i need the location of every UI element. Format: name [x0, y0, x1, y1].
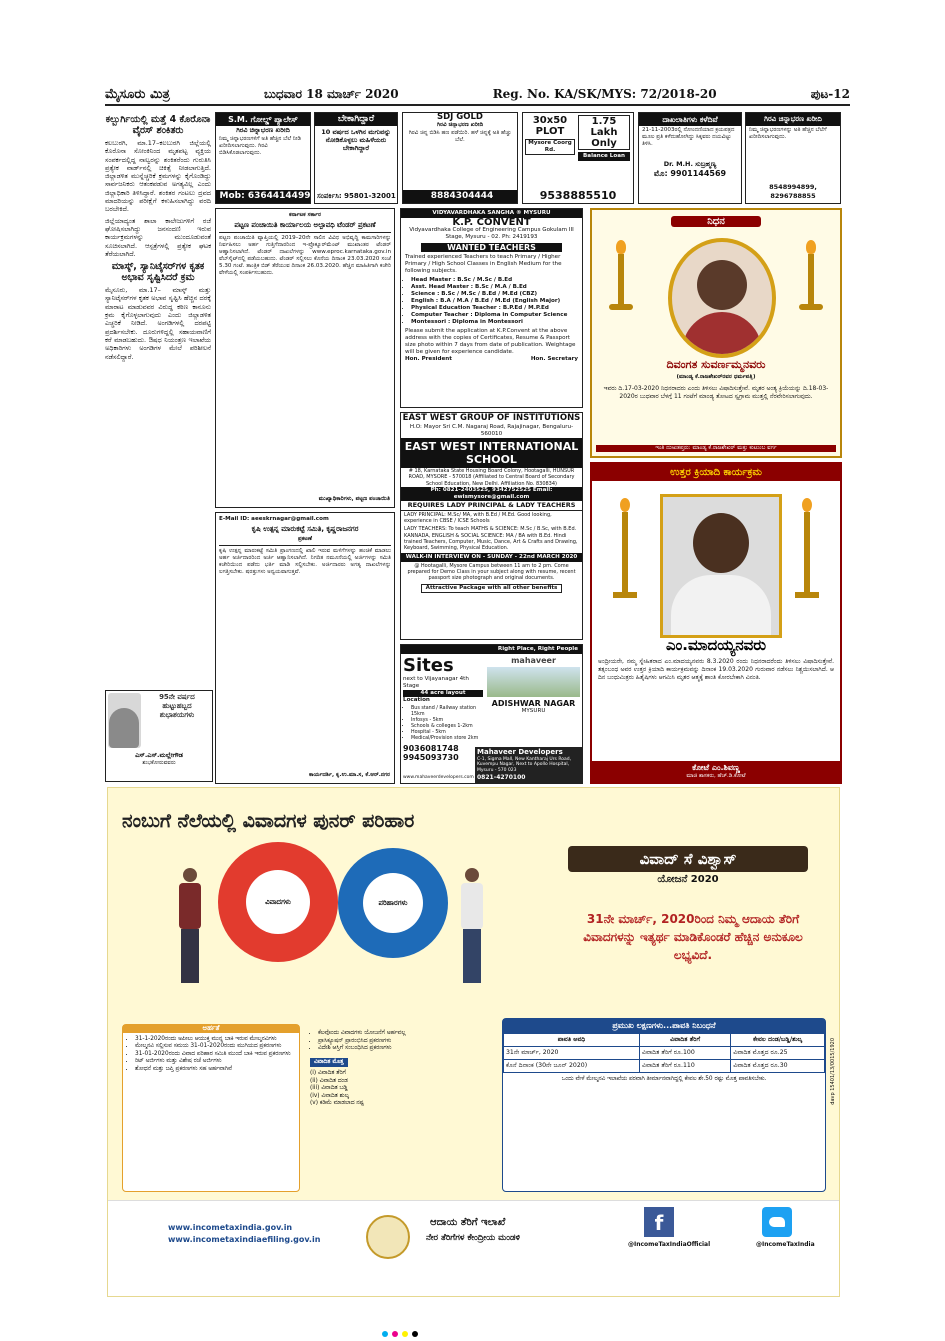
- sites-feature-item: • Schools & colleges 1-2km: [411, 724, 483, 730]
- article-masks: ಮೈಸೂರು, ಮಾ.17– ಮಾಸ್ಕ್ ಮತ್ತು ಸ್ಯಾನಿಟೈಸರ್‌ಗಳ ಕೃತಕ ಅಭಾವ ಸೃಷ್ಟಿಸಿ ಹೆಚ್ಚಿನ ದರಕ್ಕೆ ಮಾರಾಟ ಮಾಡುವವರ ವಿರುದ್ಧ ಕಠಿಣ ಕಾನೂನು ಕ್ರಮ ಕೈಗೊಳ್ಳಲಾಗುವುದು ಎಂದು ಜಿಲ್ಲಾಡಳಿತ ಎಚ್ಚರಿಕೆ ನೀಡಿದೆ. ಅಂಗಡಿಗಳಲ್ಲಿ ದರಪಟ್ಟಿ ಪ್ರದರ್ಶಿಸಬೇಕು. ದೂರುಗಳಿದ್ದಲ್ಲಿ ಸಹಾಯವಾಣಿಗೆ ಕರೆ ಮಾಡಬಹುದು. ಔಷಧ ನಿಯಂತ್ರಣ ಇಲಾಖೆಯ ಅಧಿಕಾರಿಗಳು ಅಂಗಡಿಗಳ ಮೇಲೆ ಪರಿಶೀಲನೆ ನಡೆಸಲಿದ್ದಾರೆ.: [105, 286, 211, 361]
- sites-feature-item: • Bus stand / Railway station 15km: [411, 706, 483, 718]
- ad-plot-price: 1.75 Lakh Only: [578, 115, 630, 150]
- tender2-email: E-Mail ID: aeeskrnagar@gmail.com: [219, 516, 329, 522]
- ad-lost-name: Dr. M.H. ಸುಬ್ರಹ್ಮಣ್ಯ: [663, 160, 717, 168]
- convent-president: Hon. President: [405, 356, 452, 362]
- ad-wanted-title: ಬೇಕಾಗಿದ್ದಾರೆ: [315, 113, 397, 126]
- headline-corona: ಕಲ್ಬುರ್ಗಿಯಲ್ಲಿ ಮತ್ತೆ 4 ಕೊರೊನಾ ವೈರಸ್ ಶಂಕಿತರು: [105, 114, 211, 136]
- table-cell: ವಿವಾದಿತ ಮೊತ್ತದ ರೂ.30: [731, 1060, 825, 1073]
- department-name: ಆದಾಯ ತೆರಿಗೆ ಇಲಾಖೆ: [430, 1217, 506, 1228]
- ew-walkin: WALK-IN INTERVIEW ON - SUNDAY - 22nd MARCH 2020: [401, 553, 582, 562]
- ad-sm-gold-body: ನಿಮ್ಮ ಚಿನ್ನಾಭರಣಗಳಿಗೆ ಅತಿ ಹೆಚ್ಚಿನ ಬೆಲೆ ನೀಡಿ ಖರೀದಿಸಲಾಗುವುದು. ಗಿರವಿ ಬಿಡಿಸಿಕೊಡಲಾಗುವುದು.: [219, 136, 302, 156]
- table-cell: ವಿವಾದಿತ ಮೊತ್ತದ ರೂ.25: [731, 1047, 825, 1060]
- gear-icon: [218, 842, 338, 962]
- table-cell: ಕೇವಲ ದಂಡ/ಬಡ್ಡಿ/ಶುಲ್ಕ: [731, 1034, 825, 1047]
- ad-gold-buy-phone: 8548994899, 8296788855: [769, 183, 817, 200]
- features-box: [502, 1018, 826, 1192]
- eligibility-item: • 31-1-2020ರಂದು ಅಪೀಲು ಆಯುಕ್ತ ಮುನ್ನ ಬಾಕಿ ಇರುವ ಮೇಲ್ಮನವಿಗಳು: [135, 1036, 295, 1044]
- ew-requirement: REQUIRES LADY PRINCIPAL & LADY TEACHERS: [401, 501, 582, 511]
- ad-sm-gold-title: S.M. ಗೋಲ್ಡ್ ಪ್ಯಾಲೇಸ್: [216, 113, 310, 126]
- birthday-ad: [105, 690, 213, 782]
- ew-group: EAST WEST GROUP OF INSTITUTIONS: [402, 413, 581, 423]
- payment-table: [503, 1033, 825, 1073]
- ew-head-office: H.O: Mayor Sri C.M. Nagaraj Road, Rajajinagar, Bengaluru-560010: [409, 424, 574, 437]
- convent-name: K.P. CONVENT: [452, 217, 531, 228]
- uttara-signatory: ಕೋಟೆ ಎಂ.ಶಿವಣ್ಣ: [692, 763, 740, 772]
- sites-dev-phone: 0821-4270100: [477, 774, 526, 781]
- sites-feature-item: • Medical/Provision store 2km: [411, 736, 483, 742]
- disputed-box: [306, 1024, 496, 1192]
- lamp-icon: [606, 240, 636, 320]
- registration-number: Reg. No. KA/SK/MYS: 72/2018-20: [492, 87, 717, 101]
- obituary-photo: [668, 238, 776, 358]
- sites-landscape-image: [487, 667, 580, 697]
- sites-title: Sites: [403, 655, 454, 676]
- convent-subject-item: • Head Master : B.Sc / M.Sc / B.Ed: [411, 277, 582, 284]
- ew-lady-principal: LADY PRINCIPAL: M.Sc/ MA, with B.Ed / M.Ed. Good looking, experience in CBSE / ICSE Schools: [404, 511, 552, 525]
- eligibility-list: [127, 1036, 295, 1074]
- eligibility-item: • 31-01-2020ರಂದು ವಿವಾದ ಪರಿಹಾರ ಸಮಿತಿ ಮುಂದೆ ಬಾಕಿ ಇರುವ ಪ್ರಕರಣಗಳು: [135, 1051, 295, 1059]
- davp-code: davp 15401/13/0015/1920: [830, 1038, 836, 1105]
- ad-gold-buy-body: ನಿಮ್ಮ ಚಿನ್ನಾಭರಣಗಳನ್ನು ಅತಿ ಹೆಚ್ಚಿನ ಬೆಲೆಗೆ ಖರೀದಿಸಲಾಗುವುದು.: [749, 127, 827, 140]
- gear-icon: [338, 848, 448, 958]
- page-number: ಪುಟ-12: [810, 86, 850, 101]
- sites-layout: 44 acre layout: [403, 690, 483, 697]
- tender1-signature: ಮುಖ್ಯಾಧಿಕಾರಿಗಳು, ಪಟ್ಟಣ ಪಂಚಾಯಿತಿ: [318, 496, 390, 502]
- convent-subject-item: • Physical Education Teacher : B.P.Ed / M.P.Ed: [411, 305, 582, 312]
- convent-intro: Trained experienced Teachers to teach Primary / Higher Primary / High School Classes in English Medium for the following subjects.: [405, 254, 562, 274]
- ad-lost-docs: [638, 112, 742, 204]
- ad-sm-gold: [215, 112, 311, 204]
- emblem-icon: [366, 1215, 410, 1259]
- table-row: [504, 1034, 825, 1047]
- color-registration-marks: [380, 1322, 420, 1341]
- disputed-item: (iv) ವಿವಾದಿತ ಶುಲ್ಕ: [310, 1092, 349, 1099]
- ad-sdj-phone: 8884304444: [403, 190, 518, 203]
- disputed-item: (ii) ವಿವಾದಿತ ದಂಡ: [310, 1077, 348, 1084]
- man-pushing-left: [176, 868, 204, 988]
- facebook-icon[interactable]: f: [644, 1207, 674, 1237]
- uttara-photo: [660, 494, 782, 638]
- sites-tagline: Right Place, Right People: [401, 645, 582, 654]
- obituary-relation: (ಮಾಂಡ್ಯ ಕೆ.ರಾಜಶೇಖರ್‌ರವರ ಧರ್ಮಪತ್ನಿ): [676, 374, 756, 380]
- facebook-handle[interactable]: @IncomeTaxIndiaOfficial: [628, 1241, 711, 1248]
- sites-feature-item: • Infosys - 5km: [411, 718, 483, 724]
- tender1-body: ಪಟ್ಟಣ ಪಂಚಾಯಿತಿ ವ್ಯಾಪ್ತಿಯಲ್ಲಿ 2019–20ನೇ ಸಾಲಿನ ವಿವಿಧ ಅಭಿವೃದ್ಧಿ ಕಾಮಗಾರಿಗಳನ್ನು ನಿರ್ವಹಿಸಲು ಅರ್ಹ ಗುತ್ತಿಗೆದಾರರಿಂದ ಇ-ಪ್ರೊಕ್ಯೂರ್‌ಮೆಂಟ್ ಮುಖಾಂತರ ಟೆಂಡರ್ ಆಹ್ವಾನಿಸಲಾಗಿದೆ. ಟೆಂಡರ್ ದಾಖಲೆಗಳನ್ನು www.eproc.karnataka.gov.in ವೆಬ್‌ಸೈಟ್‌ನಲ್ಲಿ ಪಡೆಯಬಹುದು. ಟೆಂಡರ್ ಸಲ್ಲಿಸಲು ಕೊನೆಯ ದಿನಾಂಕ 23.03.2020 ಸಂಜೆ 5.30 ಗಂಟೆ. ತಾಂತ್ರಿಕ ಬಿಡ್ ತೆರೆಯುವ ದಿನಾಂಕ 26.03.2020. ಹೆಚ್ಚಿನ ಮಾಹಿತಿಗಾಗಿ ಕಚೇರಿ ವೇಳೆಯಲ್ಲಿ ಸಂಪರ್ಕಿಸಬಹುದು.: [219, 235, 391, 276]
- eligibility-box: [122, 1024, 300, 1192]
- eligibility-head: ಅರ್ಹತೆ: [123, 1025, 299, 1033]
- table-cell: ಪಾವತಿ ಅವಧಿ: [504, 1034, 640, 1047]
- birthday-wish: 95ನೇ ವರ್ಷದ ಹುಟ್ಟುಹಬ್ಬದ ಶುಭಾಶಯಗಳು: [159, 693, 195, 719]
- news-column: [105, 112, 211, 364]
- uttara-kriya-ad: [590, 462, 842, 784]
- ineligible-item: • ವಿದೇಶಿ ಆಸ್ತಿಗೆ ಸಂಬಂಧಿಸಿದ ಪ್ರಕರಣಗಳು: [318, 1045, 492, 1053]
- disputed-item: (i) ವಿವಾದಿತ ತೆರಿಗೆ: [310, 1070, 346, 1076]
- ad-plot-size: 30x50 PLOT: [532, 115, 568, 137]
- tender-notice-2: [215, 512, 395, 784]
- man-pushing-right: [458, 868, 486, 988]
- twitter-handle[interactable]: @IncomeTaxIndia: [756, 1241, 815, 1248]
- ew-phone: Ph: 0821-2403525, 9342752525 Email: ewismysore@gmail.com: [401, 487, 582, 501]
- lamp-icon: [610, 498, 640, 608]
- ad-plot: [522, 112, 634, 204]
- birthday-sub: ಶುಭಕೋರುವವರು: [142, 760, 176, 766]
- table-row: [504, 1060, 825, 1073]
- article-corona-p2: ಜಿಲ್ಲೆಯಾದ್ಯಂತ ಶಾಲಾ ಕಾಲೇಜುಗಳಿಗೆ ರಜೆ ಘೋಷಿಸಲಾಗಿದ್ದು ಜನಸಂದಣಿ ಇರುವ ಕಾರ್ಯಕ್ರಮಗಳನ್ನು ಮುಂದೂಡುವಂತೆ ಸೂಚಿಸಲಾಗಿದೆ. ಆಸ್ಪತ್ರೆಗಳಲ್ಲಿ ಪ್ರತ್ಯೇಕ ಘಟಕ ತೆರೆಯಲಾಗಿದೆ.: [105, 216, 211, 258]
- sites-project: ADISHWAR NAGAR: [491, 699, 576, 708]
- ew-walkin-details: @ Hootagalli, Mysore Campus between 11 am to 2 pm. Come prepared for Demo Class in your subject along with resume, recent passport size photograph and original documents.: [407, 562, 576, 582]
- sites-phone-1: 9036081748: [403, 744, 459, 753]
- ad-plot-phone: 9538885510: [539, 189, 617, 202]
- obituary-ad: [590, 208, 842, 458]
- sites-sub: next to Vijayanagar 4th Stage: [403, 676, 469, 689]
- ad-sdj-body: ಗಿರವಿ ಚಿನ್ನ ಬಿಡಿಸಿ ಹಣ ಪಡೆಯಿರಿ. ಹಳೆ ಚಿನ್ನಕ್ಕೆ ಅತಿ ಹೆಚ್ಚು ಬೆಲೆ.: [408, 130, 512, 143]
- eligibility-item: • ಶೋಧನೆ ಮತ್ತು ಜಪ್ತಿ ಪ್ರಕರಣಗಳು ಸಹ ಅರ್ಹವಾಗಿವೆ: [135, 1066, 295, 1074]
- ew-lady-teachers: LADY TEACHERS: To teach MATHS & SCIENCE: M.Sc / B.Sc, with B.Ed. KANNADA, ENGLISH & SOCIAL SCIENCE: MA / BA with B.Ed. Hindi trained Teachers, Computer, Music, Dance, Art & Crafts and Drawing, Keyboard, Swimming, Physical Education.: [404, 526, 578, 552]
- income-tax-banner: [107, 787, 840, 1297]
- tender1-title: ಪಟ್ಟಣ ಪಂಚಾಯಿತಿ ಕಾರ್ಯಾಲಯ ಅಲ್ಪಾವಧಿ ಟೆಂಡರ್ ಪ್ರಕಟಣೆ: [234, 221, 376, 229]
- kp-convent-ad: [400, 208, 583, 408]
- ad-sdj-sub: ಗಿರವಿ ಚಿನ್ನಾಭರಣ ಖರೀದಿ: [436, 122, 484, 128]
- sites-dev-address: C-1, Sigma Mall, New Kantharaj Urs Road, Kuvempu Nagar, Next to Apollo Hospital, Mysuru - 570 023: [477, 756, 572, 773]
- uttara-signatory-title: ಮಾಜಿ ಶಾಸಕರು, ಹೆಚ್.ಡಿ.ಕೋಟೆ: [686, 773, 746, 779]
- features-note: ಒಂದು ವೇಳೆ ಮೇಲ್ಮನವಿ ಇಲಾಖೆಯ ಪರವಾಗಿ ತೀರ್ಮಾನವಾಗಿದ್ದಲ್ಲಿ ಕೇವಲ ಶೇ.50 ರಷ್ಟು ಮೊತ್ತ ಪಾವತಿಸಬೇಕು.: [561, 1076, 767, 1082]
- sites-phone-2: 9945093730: [403, 753, 459, 762]
- ineligible-list: [310, 1030, 492, 1053]
- disputed-list: [310, 1070, 492, 1108]
- eligibility-item: • ರಿಟ್ ಅರ್ಜಿಗಳು ಮತ್ತು ವಿಶೇಷ ರಜೆ ಅರ್ಜಿಗಳು: [135, 1058, 295, 1066]
- table-cell: 31ನೇ ಮಾರ್ಚ್, 2020: [504, 1047, 640, 1060]
- ad-plot-loan: Balance Loan: [578, 152, 630, 161]
- ew-school-name: EAST WEST INTERNATIONAL SCHOOL: [401, 438, 582, 468]
- ineligible-item: • ಕೆಲವೊಂದು ವಿವಾದಗಳು ಯೋಜನೆಗೆ ಅರ್ಹವಲ್ಲ: [318, 1030, 492, 1038]
- ad-gold-buy-title: ಗಿರವಿ ಚಿನ್ನಾಭರಣ ಖರೀದಿ: [746, 113, 840, 126]
- table-cell: ವಿವಾದಿತ ತೆರಿಗೆ ರೂ.110: [640, 1060, 731, 1073]
- banner-title: ನಂಬುಗೆ ನೆಲೆಯಲ್ಲಿ ವಿವಾದಗಳ ಪುನರ್ ಪರಿಹಾರ: [122, 810, 415, 832]
- obituary-name: ದಿವಂಗತ ಸುವರ್ಣಮ್ಮನವರು: [666, 358, 766, 371]
- lamp-icon: [792, 498, 822, 608]
- tender-notice-1: [215, 208, 395, 508]
- ad-sdj-gold: [402, 112, 518, 204]
- convent-wanted-head: WANTED TEACHERS: [421, 243, 562, 252]
- convent-subject-item: • Science : B.Sc / M.Sc / B.Ed / M.Ed (CBZ): [411, 291, 582, 298]
- sites-city: MYSURU: [521, 708, 546, 714]
- paper-logo: ಮೈಸೂರು ಮಿತ್ರ: [105, 86, 170, 102]
- ad-sm-gold-mobile: Mob: 6364414499: [216, 190, 311, 203]
- article-corona-p1: ಕಲಬುರಗಿ, ಮಾ.17–ಕಲಬುರಗಿ ಜಿಲ್ಲೆಯಲ್ಲಿ ಕೊರೊನಾ ಸೋಂಕಿನಿಂದ ಮೃತಪಟ್ಟ ವ್ಯಕ್ತಿಯ ಸಂಪರ್ಕದಲ್ಲಿದ್ದ ನಾಲ್ವರನ್ನು ಶಂಕಿತರೆಂದು ಗುರುತಿಸಿ ಪ್ರತ್ಯೇಕ ವಾರ್ಡ್‌ನಲ್ಲಿ ಚಿಕಿತ್ಸೆ ನೀಡಲಾಗುತ್ತಿದೆ. ಜಿಲ್ಲಾಡಳಿತ ಮುನ್ನೆಚ್ಚರಿಕೆ ಕ್ರಮಗಳನ್ನು ಕೈಗೊಂಡಿದ್ದು ಸಾರ್ವಜನಿಕರು ಆತಂಕಪಡುವ ಅಗತ್ಯವಿಲ್ಲ ಎಂದು ಜಿಲ್ಲಾಧಿಕಾರಿ ತಿಳಿಸಿದ್ದಾರೆ. ಶಂಕಿತರ ಗಂಟಲು ದ್ರವದ ಮಾದರಿಯನ್ನು ಪರೀಕ್ಷೆಗೆ ಕಳುಹಿಸಲಾಗಿದ್ದು ವರದಿ ಬರಬೇಕಿದೆ.: [105, 139, 211, 214]
- uttara-body: ಅಂದ್ರೀಯರೇ, ನಮ್ಮ ಸ್ನೇಹಿತರಾದ ಎಂ.ಮಾದಯ್ಯನವರು 8.3.2020 ರಂದು ನಿಧನರಾದರೆಂದು ತಿಳಿಸಲು ವಿಷಾದಿಸುತ್ತೇವೆ. ತತ್ಸಂಬಂಧ ಅವರ ಉತ್ತರ ಕ್ರಿಯಾದಿ ಕಾರ್ಯಕ್ರಮವನ್ನು ದಿನಾಂಕ 19.03.2020 ಗುರುವಾರ ನಡೆಸಲು ನಿಶ್ಚಯಿಸಲಾಗಿದೆ. ಆ ದಿನ ಬಂಧುಮಿತ್ರರು ಹಿತೈಷಿಗಳು ಆಗಮಿಸಿ ಮೃತರ ಆತ್ಮಕ್ಕೆ ಶಾಂತಿ ಕೋರಬೇಕಾಗಿ ವಿನಂತಿ.: [598, 658, 834, 681]
- banner-message: 31ನೇ ಮಾರ್ಚ್, 2020ರಿಂದ ನಿಮ್ಮ ಆದಾಯ ತೆರಿಗೆ ವಿವಾದಗಳನ್ನು ಇತ್ಯರ್ಥ ಮಾಡಿಕೊಂಡರೆ ಹೆಚ್ಚಿನ ಅನುಕೂಲ ಲಭ್ಯವಿದೆ.: [583, 912, 803, 962]
- ad-sm-gold-sub: ಗಿರವಿ ಚಿನ್ನಾಭರಣ ಖರೀದಿ: [236, 126, 290, 134]
- website-link-1[interactable]: www.incometaxindia.gov.in: [168, 1223, 293, 1232]
- uttara-title: ಉತ್ತರ ಕ್ರಿಯಾದಿ ಕಾರ್ಯಕ್ರಮ: [592, 464, 840, 481]
- table-row: [504, 1047, 825, 1060]
- convent-sangha: VIDYAVARDHAKA SANGHA ® MYSURU: [401, 209, 582, 218]
- sites-website[interactable]: www.mahaveerdevelopers.com: [403, 775, 474, 780]
- portrait-photo: [108, 693, 141, 748]
- ad-wanted-phone: ಸಂಪರ್ಕಿಸಿ: 95801-32001: [317, 192, 396, 200]
- uttara-name: ಎಂ.ಮಾದಯ್ಯನವರು: [665, 636, 767, 654]
- gear-label-disputes: ವಿವಾದಗಳು: [246, 870, 310, 934]
- ad-sdj-title: SDJ GOLD: [437, 112, 483, 122]
- convent-subject-item: • Asst. Head Master : B.Sc / M.A / B.Ed: [411, 284, 582, 291]
- tender2-subtitle: ಪ್ರಕಟಣೆ: [297, 536, 313, 542]
- sites-ad: [400, 644, 583, 784]
- ad-gold-buy: [745, 112, 841, 204]
- gear-label-solutions: ಪರಿಹಾರಗಳು: [363, 873, 423, 933]
- obituary-title: ನಿಧನ: [671, 216, 761, 227]
- eligibility-item: • ಮೇಲ್ಮನವಿ ಸಲ್ಲಿಸುವ ಸಮಯ 31-01-2020ರಂದು ಮುಗಿಯದ ಪ್ರಕರಣಗಳು: [135, 1043, 295, 1051]
- disputed-item: (v) ಕಡಿಮೆ ಮಾಡಲಾದ ನಷ್ಟ: [310, 1100, 364, 1106]
- table-cell: ಕೊನೆ ದಿನಾಂಕ (30ನೇ ಜೂನ್ 2020): [504, 1060, 640, 1073]
- sites-developer: Mahaveer Developers: [477, 747, 563, 756]
- board-name: ನೇರ ತೆರಿಗೆಗಳ ಕೇಂದ್ರೀಯ ಮಂಡಳಿ: [426, 1233, 521, 1243]
- convent-subject-item: • English : B.A / M.A / B.Ed / M.Ed (English Major): [411, 298, 582, 305]
- issue-date: ಬುಧವಾರ 18 ಮಾರ್ಚ್ 2020: [263, 86, 399, 101]
- tender1-head: ಕರ್ನಾಟಕ ಸರ್ಕಾರ: [289, 212, 321, 218]
- sites-feature-item: • Hospital - 5km: [411, 730, 483, 736]
- disputed-item: (iii) ವಿವಾದಿತ ಬಡ್ಡಿ: [310, 1085, 348, 1091]
- website-link-2[interactable]: www.incometaxindiaefiling.gov.in: [168, 1235, 321, 1244]
- tender2-body: ಕೃಷಿ ಉತ್ಪನ್ನ ಮಾರುಕಟ್ಟೆ ಸಮಿತಿ ಪ್ರಾಂಗಣದಲ್ಲಿ ಖಾಲಿ ಇರುವ ಮಳಿಗೆಗಳನ್ನು ಹಂಚಿಕೆ ಮಾಡಲು ಅರ್ಹ ಅರ್ಜಿದಾರರಿಂದ ಅರ್ಜಿ ಆಹ್ವಾನಿಸಲಾಗಿದೆ. ನಿಗದಿತ ನಮೂನೆಯಲ್ಲಿ ಅರ್ಜಿಗಳನ್ನು ಸಮಿತಿ ಕಚೇರಿಯಿಂದ ಪಡೆದು ಭರ್ತಿ ಮಾಡಿ ಸಲ್ಲಿಸಬೇಕು. ಅರ್ಜಿದಾರರು ಅಗತ್ಯ ದಾಖಲೆಗಳನ್ನು ಲಗತ್ತಿಸಬೇಕು. ಷರತ್ತುಗಳು ಅನ್ವಯವಾಗುತ್ತವೆ.: [219, 548, 391, 575]
- convent-subject-item: • Montessori : Diploma in Montessori: [411, 319, 582, 326]
- sites-builder-logo: mahaveer: [511, 656, 556, 665]
- disputed-head: ವಿವಾದಿತ ಮೊತ್ತ: [310, 1058, 348, 1068]
- ineligible-item: • ಪ್ರಾಸಿಕ್ಯೂಷನ್ ಪ್ರಾರಂಭಿಸಿದ ಪ್ರಕರಣಗಳು: [318, 1038, 492, 1046]
- ew-address: # 18, Karnataka State Housing Board Colony, Hootagalli, HUNSUR ROAD, MYSORE - 570018 (Affiliated to Central Board of Secondary School Education, New Delhi. Affiliation No. 830834): [408, 468, 575, 487]
- convent-subject-list: [401, 277, 582, 326]
- convent-secretary: Hon. Secretary: [530, 356, 578, 362]
- twitter-icon[interactable]: [762, 1207, 792, 1237]
- ad-wanted: [314, 112, 398, 204]
- headline-masks: ಮಾಸ್ಕ್, ಸ್ಯಾನಿಟೈಸರ್‌ಗಳ ಕೃತಕ ಅಭಾವ ಸೃಷ್ಟಿಸಿದರೆ ಕ್ರಮ: [111, 261, 205, 284]
- ew-package: Attractive Package with all other benefits: [421, 584, 562, 593]
- east-west-ad: [400, 412, 583, 640]
- ad-lost-phone: ಮೊ: 9901144569: [653, 169, 727, 178]
- sites-features: [403, 706, 483, 742]
- banner-footer: [108, 1200, 839, 1296]
- ad-wanted-body: 10 ವರ್ಷದ ಒಳಗಿನ ಮಗುವನ್ನು ನೋಡಿಕೊಳ್ಳಲು ಮಹಿಳೆಯರು ಬೇಕಾಗಿದ್ದಾರೆ: [321, 128, 391, 152]
- table-cell: ವಿವಾದಿತ ತೆರಿಗೆ ರೂ.100: [640, 1047, 731, 1060]
- sites-location-head: Location: [403, 697, 430, 703]
- convent-address: Vidyavardhaka College of Engineering Campus Gokulam III Stage, Mysuru - 02. Ph: 2419193: [409, 227, 574, 240]
- features-head: ಪ್ರಮುಖ ಲಕ್ಷಣಗಳು...ಪಾವತಿ ನಿಬಂಧನೆ: [503, 1019, 825, 1033]
- convent-subject-item: • Computer Teacher : Diploma in Computer Science: [411, 312, 582, 319]
- lamp-icon: [796, 240, 826, 320]
- convent-note: Please submit the application at K.P.Convent at the above address with the copies of Certificates, Resume & Passport size photo within 7 days from date of publication. Weightage will be given for experience candidate.: [405, 328, 576, 355]
- tender2-signature: ಕಾರ್ಯದರ್ಶಿ, ಕೃ.ಉ.ಮಾ.ಸ, ಕೆ.ಆರ್.ನಗರ: [308, 772, 390, 778]
- ad-lost-body: 21-11-2003ರಲ್ಲಿ ನೋಂದಣಿಯಾದ ಕ್ರಯಪತ್ರದ ಮೂಲ ಪ್ರತಿ ಕಳೆದುಹೋಗಿದ್ದು ಸಿಕ್ಕವರು ದಯವಿಟ್ಟು ತಿಳಿಸಿ.: [642, 127, 735, 147]
- ad-lost-title: ದಾಖಲಾತಿಗಳು ಕಳೆದಿವೆ: [639, 113, 741, 126]
- table-cell: ವಿವಾದಿತ ತೆರಿಗೆ: [640, 1034, 731, 1047]
- scheme-subtitle: ಯೋಜನೆ 2020: [657, 874, 719, 885]
- obituary-body: ಇವರು ದಿ.17-03-2020 ನಿಧನರಾದರು ಎಂದು ತಿಳಿಸಲು ವಿಷಾದಿಸುತ್ತೇವೆ. ಮೃತರ ಅಂತ್ಯ ಕ್ರಿಯೆಯನ್ನು ದಿ.18-03-2020ರ ಬುಧವಾರ ಬೆಳಗ್ಗೆ 11 ಗಂಟೆಗೆ ಮಾಂಡ್ಯ ತೋಟದ ಸ್ವಗ್ರಾಮ ಮುತ್ತಲ್ಲಿ ನೆರವೇರಿಸಲಾಗುವುದು.: [603, 385, 829, 400]
- ad-plot-location: Mysore Coorg Rd.: [525, 139, 575, 155]
- masthead: [105, 84, 850, 106]
- birthday-name: ಎಸ್.ಎಸ್.ಮಲ್ಲೇಗೌಡ: [135, 751, 183, 759]
- tender2-title: ಕೃಷಿ ಉತ್ಪನ್ನ ಮಾರುಕಟ್ಟೆ ಸಮಿತಿ, ಕೃಷ್ಣರಾಜನಗರ: [251, 525, 359, 533]
- obituary-footer: ಇಂತಿ ದುಃಖತಪ್ತರು: ಮಾಂಡ್ಯ ಕೆ.ರಾಜಶೇಖರ್ ಮತ್ತು ಕುಟುಂಬ ವರ್ಗ: [596, 445, 836, 452]
- scheme-name: ವಿವಾದ್ ಸೆ ವಿಶ್ವಾಸ್: [568, 846, 808, 872]
